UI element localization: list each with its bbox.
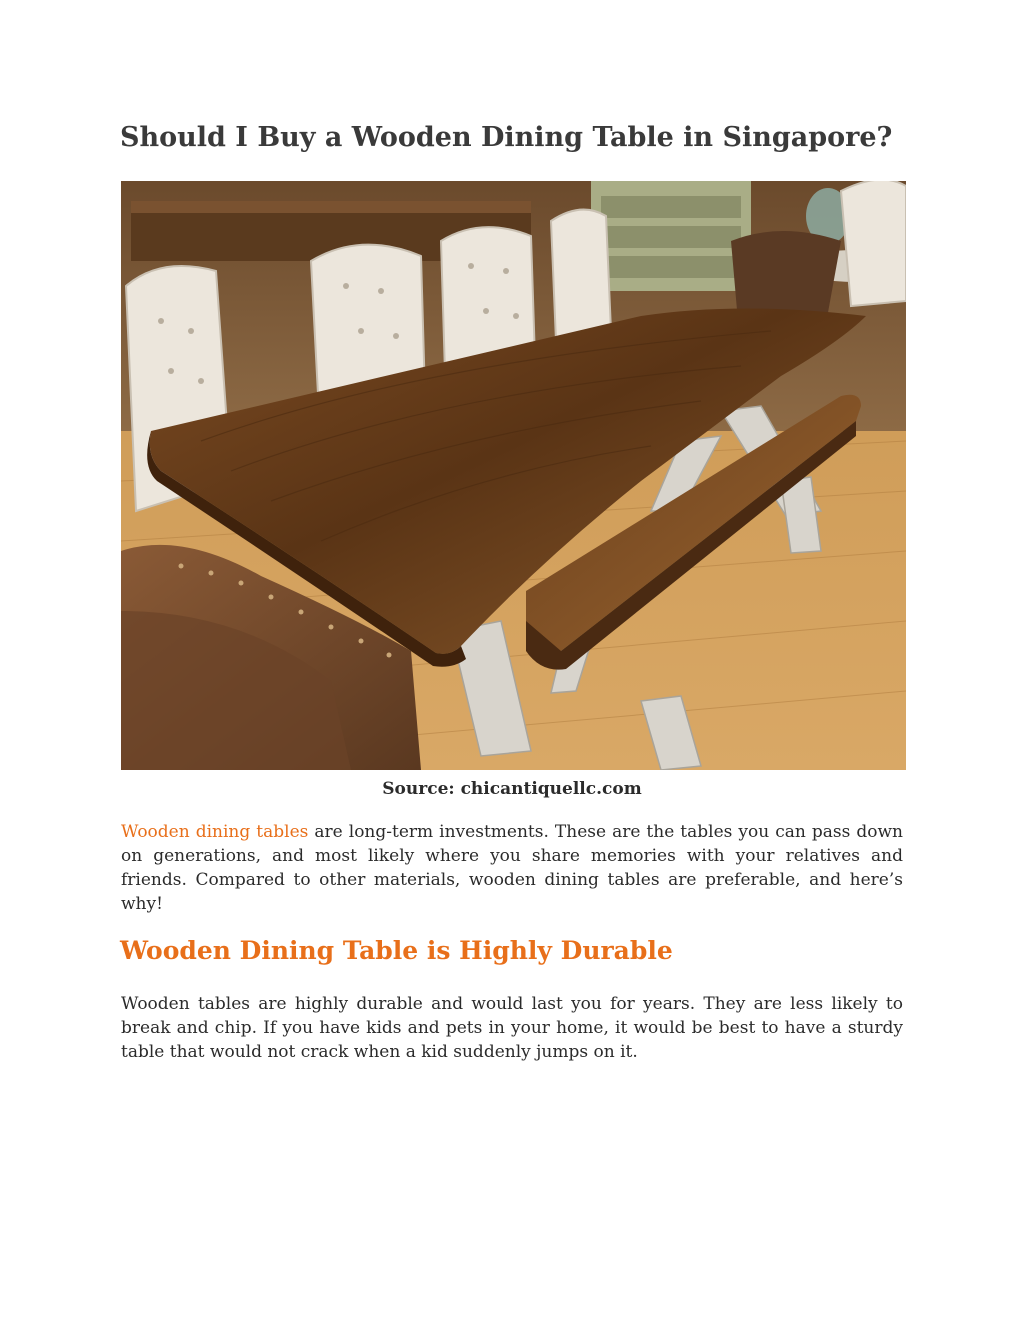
wooden-dining-tables-link[interactable]: Wooden dining tables	[121, 822, 309, 842]
article-title: Should I Buy a Wooden Dining Table in Singapore?	[120, 122, 893, 153]
intro-paragraph-text: are long-term investments. These are the tables you can pass down on generations, and most likely where you share memories with your relatives and friends. Compared to other materials, wooden dining tables are preferable, and here’s why!	[121, 822, 903, 914]
image-source-caption: Source: chicantiquellc.com	[382, 779, 642, 799]
durability-paragraph: Wooden tables are highly durable and would last you for years. They are less likely to break and chip. If you have kids and pets in your home, it would be best to have a sturdy table that would not crack when a kid suddenly jumps on it.	[121, 994, 903, 1062]
intro-paragraph	[121, 820, 903, 916]
section-heading: Wooden Dining Table is Highly Durable	[120, 936, 673, 965]
dining-table-photo	[121, 181, 906, 770]
